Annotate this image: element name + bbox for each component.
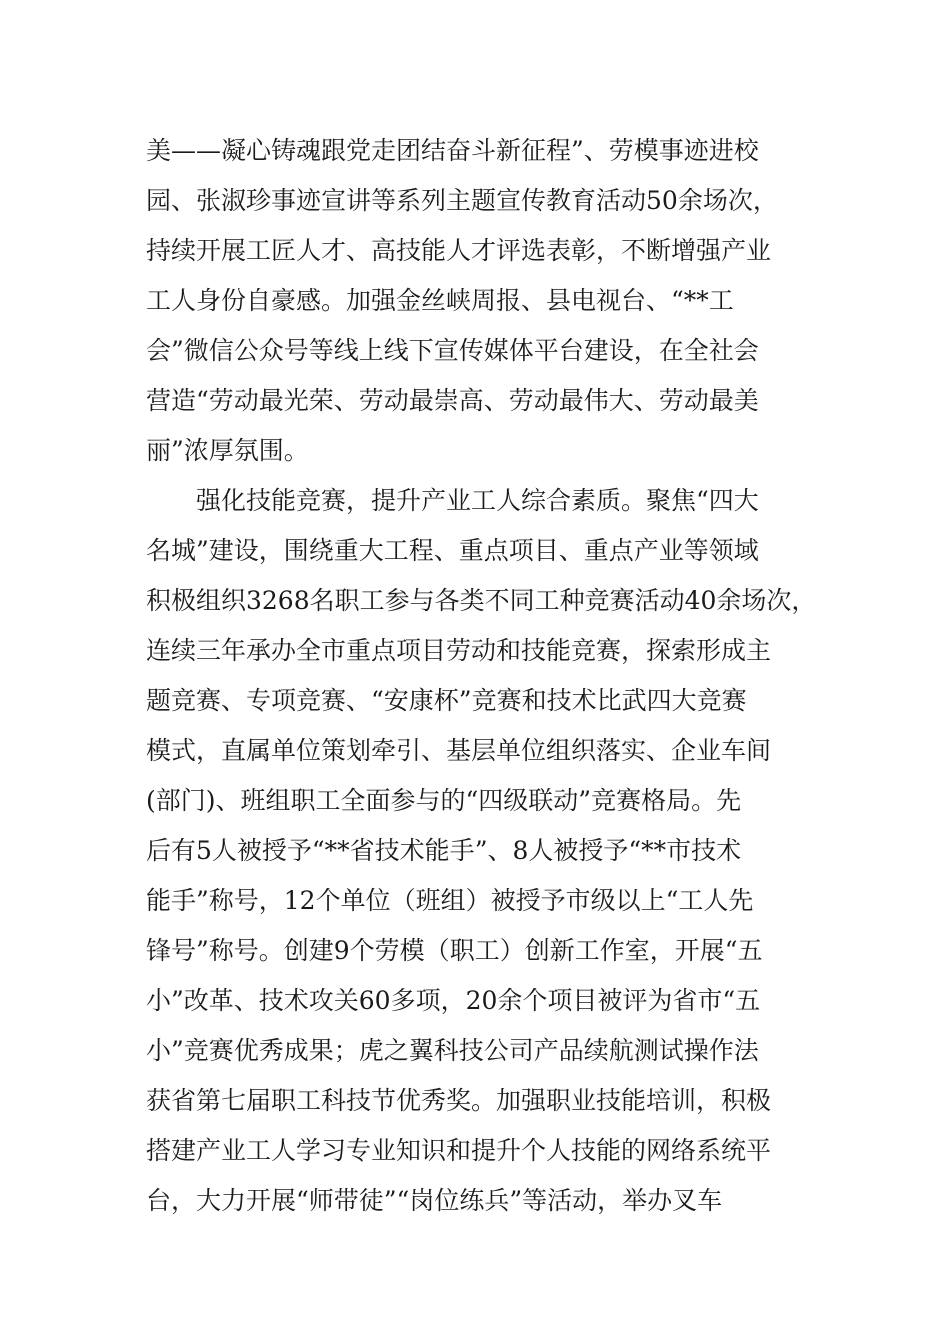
paragraph-line: 丽”浓厚氛围。: [146, 436, 309, 465]
paragraph-line: 小”竞赛优秀成果；虎之翼科技公司产品续航测试操作法: [146, 1036, 759, 1065]
paragraph-line: 获省第七届职工科技节优秀奖。加强职业技能培训，积极: [146, 1086, 772, 1115]
paragraph-line: 题竞赛、专项竞赛、“安康杯”竞赛和技术比武四大竞赛: [146, 686, 747, 715]
paragraph-line: 持续开展工匠人才、高技能人才评选表彰，不断增强产业: [146, 236, 772, 265]
paragraph-line: 锋号”称号。创建9个劳模（职工）创新工作室，开展“五: [146, 936, 763, 965]
paragraph-line: 美——凝心铸魂跟党走团结奋斗新征程”、劳模事迹进校: [146, 136, 759, 165]
paragraph-line: 搭建产业工人学习专业知识和提升个人技能的网络系统平: [146, 1136, 772, 1165]
paragraph-line: 后有5人被授予“**省技术能手”、8人被授予“**市技术: [146, 836, 742, 865]
paragraph-line: 营造“劳动最光荣、劳动最崇高、劳动最伟大、劳动最美: [146, 386, 759, 415]
paragraph-line: 会”微信公众号等线上线下宣传媒体平台建设，在全社会: [146, 336, 759, 365]
paragraph-line: 能手”称号，12个单位（班组）被授予市级以上“工人先: [146, 886, 754, 915]
paragraph-line: (部门)、班组职工全面参与的“四级联动”竞赛格局。先: [146, 786, 742, 815]
paragraph-line: 模式，直属单位策划牵引、基层单位组织落实、企业车间: [146, 736, 772, 765]
paragraph-line: 小”改革、技术攻关60多项，20余个项目被评为省市“五: [146, 986, 761, 1015]
paragraph-line: 积极组织3268名职工参与各类不同工种竞赛活动40余场次，: [146, 586, 817, 615]
paragraph-line: 台，大力开展“师带徒”“岗位练兵”等活动，举办叉车: [146, 1186, 723, 1215]
paragraph-line: 园、张淑珍事迹宣讲等系列主题宣传教育活动50余场次，: [146, 186, 778, 215]
paragraph-line: 名城”建设，围绕重大工程、重点项目、重点产业等领域: [146, 536, 759, 565]
paragraph-line: 工人身份自豪感。加强金丝峡周报、县电视台、“**工: [146, 286, 734, 315]
paragraph-line: 连续三年承办全市重点项目劳动和技能竞赛，探索形成主: [146, 636, 772, 665]
paragraph-first-line: 强化技能竞赛，提升产业工人综合素质。聚焦“四大: [196, 486, 759, 515]
